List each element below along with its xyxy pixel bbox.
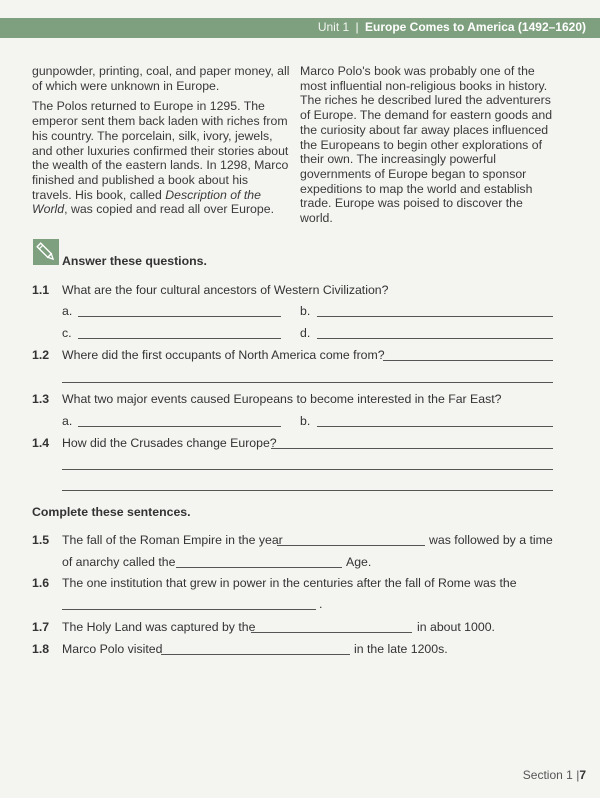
letter-b: b. — [300, 304, 311, 318]
sentence-period: . — [319, 597, 323, 611]
question-number: 1.5 — [32, 533, 50, 547]
right-column — [300, 64, 558, 232]
answer-blank[interactable] — [317, 426, 553, 427]
answer-blank[interactable] — [62, 469, 553, 470]
book-title: Description of the World — [32, 187, 261, 217]
answer-blank[interactable] — [78, 316, 281, 317]
answer-blank[interactable] — [62, 382, 553, 383]
letter-a: a. — [62, 304, 73, 318]
sentence-text: The one institution that grew in power in the centuries after the fall of Rome was the — [62, 576, 517, 590]
question-number: 1.8 — [32, 642, 50, 656]
letter-a: a. — [62, 414, 73, 428]
sentence-text: The Holy Land was captured by the — [62, 620, 256, 634]
footer-section: Section 1 — [522, 768, 573, 782]
answer-blank[interactable] — [62, 490, 553, 491]
sentence-text: in the late 1200s. — [354, 642, 448, 656]
sentence-text: in about 1000. — [417, 620, 495, 634]
question-text: How did the Crusades change Europe? — [62, 436, 277, 450]
paragraph: gunpowder, printing, coal, and paper money, all of which were unknown in Europe. — [32, 64, 290, 93]
answer-blank[interactable] — [383, 360, 553, 361]
sentence-text: The fall of the Roman Empire in the year — [62, 533, 283, 547]
fill-in-blank[interactable] — [251, 632, 412, 633]
answer-blank[interactable] — [78, 338, 281, 339]
answer-blank[interactable] — [317, 316, 553, 317]
section-heading: Complete these sentences. — [32, 505, 191, 519]
footer-separator: | — [576, 768, 580, 782]
fill-in-blank[interactable] — [176, 567, 342, 568]
letter-b: b. — [300, 414, 311, 428]
left-column — [32, 64, 290, 223]
paragraph: Marco Polo's book was probably one of the most influential non-religious books in history. The riches he described lured the adventurers of Europe. The demand for eastern goods and the curiosity about far away places influenced the Europeans to begin other explorations of their own. The increasingly powerful governments of Europe began to sponsor expeditions to map the world and establish trade. Europe was poised to discover the world. — [300, 64, 553, 226]
page-number: 7 — [579, 768, 586, 782]
sentence-text: of anarchy called the — [62, 555, 176, 569]
sentence-text: Age. — [346, 555, 372, 569]
header-separator: | — [355, 20, 359, 34]
fill-in-blank[interactable] — [161, 654, 350, 655]
unit-header — [318, 20, 586, 34]
unit-label: Unit 1 — [317, 20, 350, 34]
question-number: 1.2 — [32, 348, 50, 362]
question-text: What two major events caused Europeans to become interested in the Far East? — [62, 392, 502, 406]
question-number: 1.4 — [32, 436, 50, 450]
question-number: 1.3 — [32, 392, 50, 406]
unit-title: Europe Comes to America (1492–1620) — [365, 20, 586, 34]
paragraph: The Polos returned to Europe in 1295. The emperor sent them back laden with riches from his country. The porcelain, silk, ivory, jewels, and other luxuries confirmed their stories about the wealth of the eastern lands. In 1298, Marco finished and published a book about his travels. His book, called Description of the World, was copied and read all over Europe. — [32, 99, 289, 217]
question-number: 1.7 — [32, 620, 50, 634]
page-footer — [523, 768, 586, 782]
question-text: Where did the first occupants of North America come from? — [62, 348, 385, 362]
letter-c: c. — [62, 326, 72, 340]
answer-blank[interactable] — [317, 338, 553, 339]
fill-in-blank[interactable] — [62, 609, 316, 610]
question-number: 1.6 — [32, 576, 50, 590]
question-text: What are the four cultural ancestors of Western Civilization? — [62, 283, 389, 297]
sentence-text: Marco Polo visited — [62, 642, 163, 656]
fill-in-blank[interactable] — [277, 545, 425, 546]
question-number: 1.1 — [32, 283, 50, 297]
sentence-text: was followed by a time — [429, 533, 553, 547]
answer-blank[interactable] — [271, 448, 553, 449]
answer-blank[interactable] — [78, 426, 281, 427]
section-heading: Answer these questions. — [62, 254, 207, 268]
letter-d: d. — [300, 326, 311, 340]
pencil-icon — [33, 239, 59, 265]
